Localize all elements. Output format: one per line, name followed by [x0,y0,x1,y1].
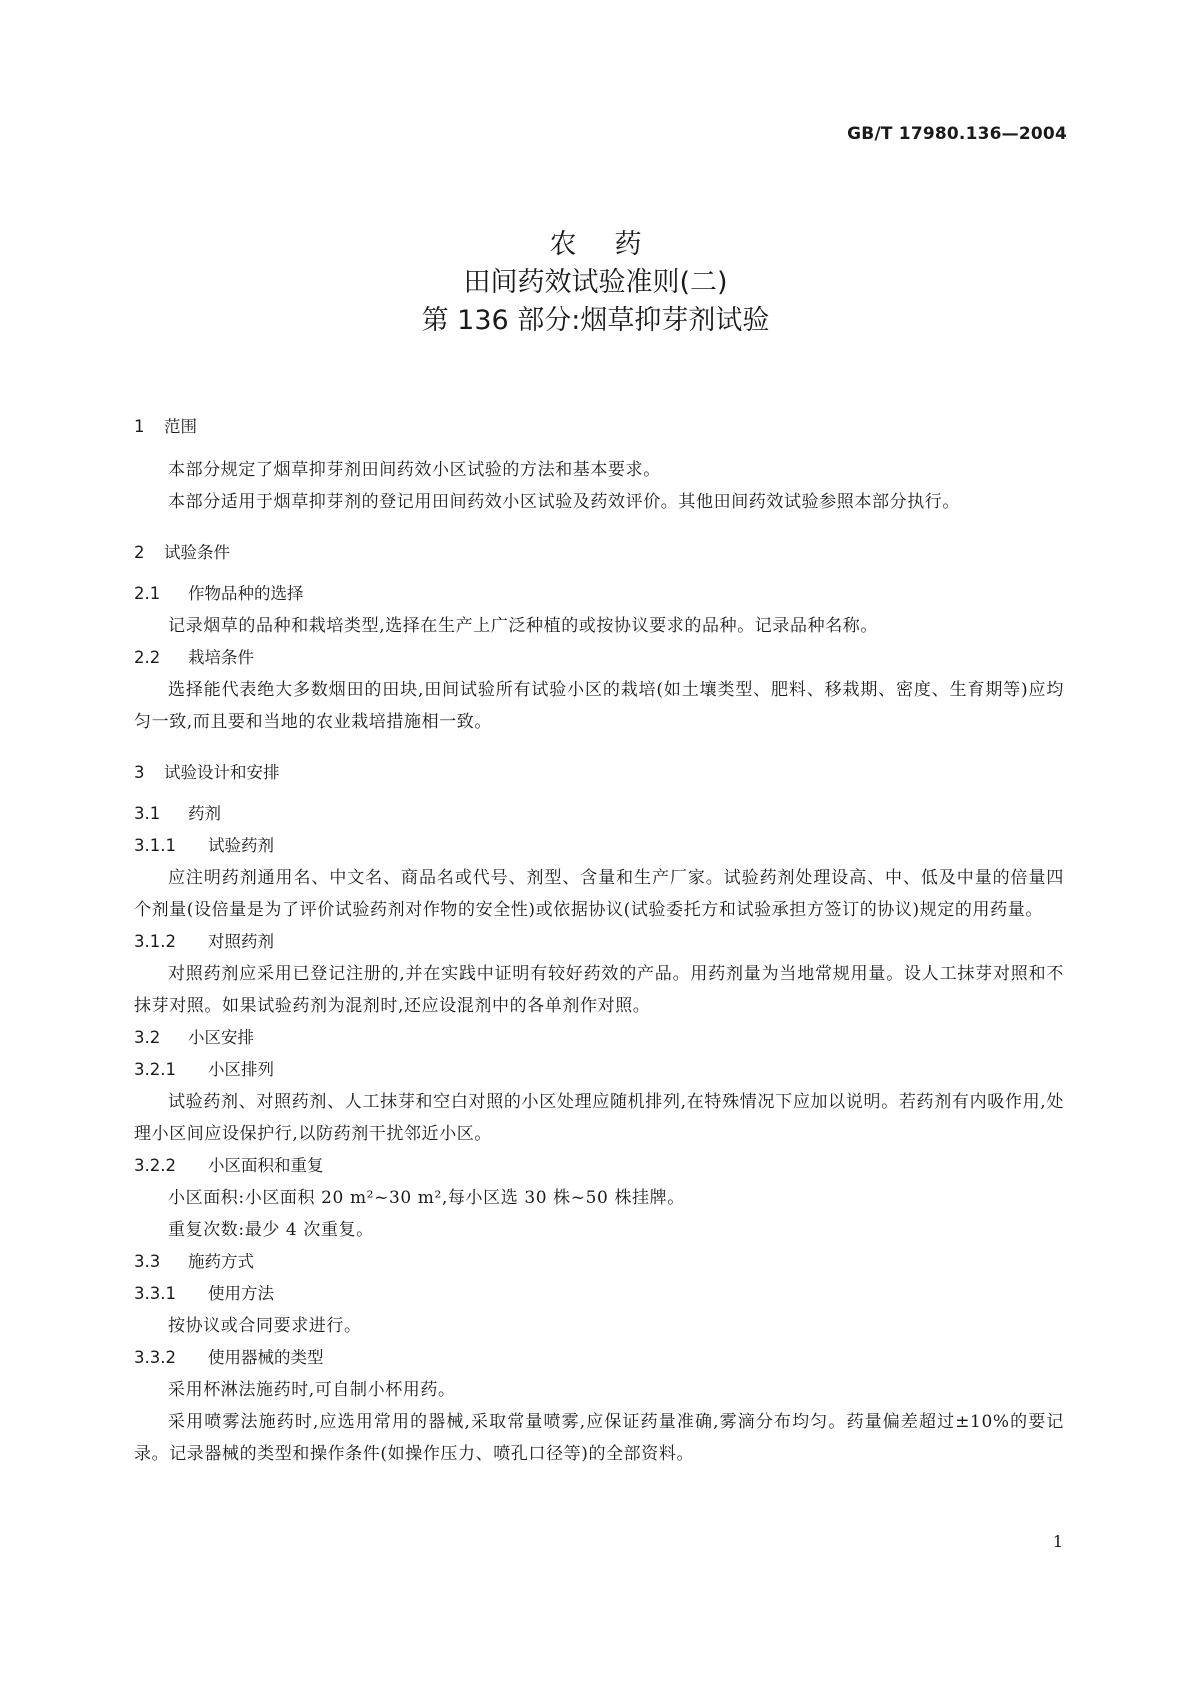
section-3-1-heading [134,798,1064,830]
paragraph: 采用杯淋法施药时,可自制小杯用药。 [168,1380,456,1400]
section-number: 3.2 [134,1028,161,1047]
section-2-1-heading [134,578,1064,610]
section-3-2-heading [134,1022,1064,1054]
paragraph: 应注明药剂通用名、中文名、商品名或代号、剂型、含量和生产厂家。试验药剂处理设高、中、低及中量的倍量四个剂量(设倍量是为了评价试验药剂对作物的安全性)或依据协议(试验委托方和试验承担方签订的协议)规定的用药量。 [134,868,1064,920]
paragraph: 本部分适用于烟草抑芽剂的登记用田间药效小区试验及药效评价。其他田间药效试验参照本部分执行。 [168,492,960,512]
section-title: 试验条件 [164,543,230,562]
section-title: 使用器械的类型 [208,1348,324,1367]
section-number: 3.1 [134,804,161,823]
section-title: 使用方法 [208,1284,274,1303]
paragraph: 重复次数:最少 4 次重复。 [168,1220,374,1240]
section-3-3-1-heading [134,1278,1064,1310]
document-title [0,226,1191,340]
section-number: 2.1 [134,584,161,603]
section-number: 3.3 [134,1252,161,1271]
section-3-3-2-heading [134,1342,1064,1374]
section-3-2-1-heading [134,1054,1064,1086]
section-title: 小区面积和重复 [208,1156,324,1175]
section-number: 3.2.1 [134,1060,176,1079]
section-title: 小区排列 [208,1060,274,1079]
paragraph: 小区面积:小区面积 20 m²~30 m²,每小区选 30 株~50 株挂牌。 [168,1188,685,1208]
section-title: 对照药剂 [208,932,274,951]
section-title: 作物品种的选择 [188,584,304,603]
section-title: 药剂 [188,804,221,823]
title-line-2: 田间药效试验准则(二) [463,267,728,298]
section-title: 栽培条件 [188,648,254,667]
section-number: 3.3.1 [134,1284,176,1303]
section-title: 小区安排 [188,1028,254,1047]
section-title: 试验设计和安排 [164,763,280,782]
section-number: 3.3.2 [134,1348,176,1367]
section-title: 施药方式 [188,1252,254,1271]
section-2-2-heading [134,642,1064,674]
section-1-heading [134,414,1064,440]
section-3-2-2-heading [134,1150,1064,1182]
section-number: 2.2 [134,648,161,667]
section-number: 2 [134,543,145,562]
page-number: 1 [1052,1532,1063,1551]
paragraph: 试验药剂、对照药剂、人工抹芽和空白对照的小区处理应随机排列,在特殊情况下应加以说明。若药剂有内吸作用,处理小区间应设保护行,以防药剂干扰邻近小区。 [134,1092,1064,1144]
section-title: 试验药剂 [208,836,274,855]
paragraph: 按协议或合同要求进行。 [168,1316,362,1336]
section-number: 3.1.2 [134,932,176,951]
paragraph: 对照药剂应采用已登记注册的,并在实践中证明有较好药效的产品。用药剂量为当地常规用量。设人工抹芽对照和不抹芽对照。如果试验药剂为混剂时,还应设混剂中的各单剂作对照。 [134,964,1064,1016]
section-2-heading [134,540,1064,566]
paragraph: 采用喷雾法施药时,应选用常用的器械,采取常量喷雾,应保证药量准确,雾滴分布均匀。药量偏差超过±10%的要记录。记录器械的类型和操作条件(如操作压力、喷孔口径等)的全部资料。 [134,1412,1064,1464]
section-3-heading [134,760,1064,786]
section-number: 3 [134,763,145,782]
section-3-1-1-heading [134,830,1064,862]
section-number: 1 [134,417,145,436]
paragraph: 选择能代表绝大多数烟田的田块,田间试验所有试验小区的栽培(如土壤类型、肥料、移栽期、密度、生育期等)应均匀一致,而且要和当地的农业栽培措施相一致。 [134,680,1064,732]
paragraph: 记录烟草的品种和栽培类型,选择在生产上广泛种植的或按协议要求的品种。记录品种名称。 [168,616,879,636]
section-3-3-heading [134,1246,1064,1278]
paragraph: 本部分规定了烟草抑芽剂田间药效小区试验的方法和基本要求。 [168,460,661,480]
section-number: 3.1.1 [134,836,176,855]
section-3-1-2-heading [134,926,1064,958]
section-title: 范围 [164,417,197,436]
standard-code: GB/T 17980.136—2004 [847,124,1067,144]
section-number: 3.2.2 [134,1156,176,1175]
document-body [134,414,1064,1470]
title-line-1: 农药 [549,229,680,260]
title-line-3: 第 136 部分:烟草抑芽剂试验 [421,305,770,336]
